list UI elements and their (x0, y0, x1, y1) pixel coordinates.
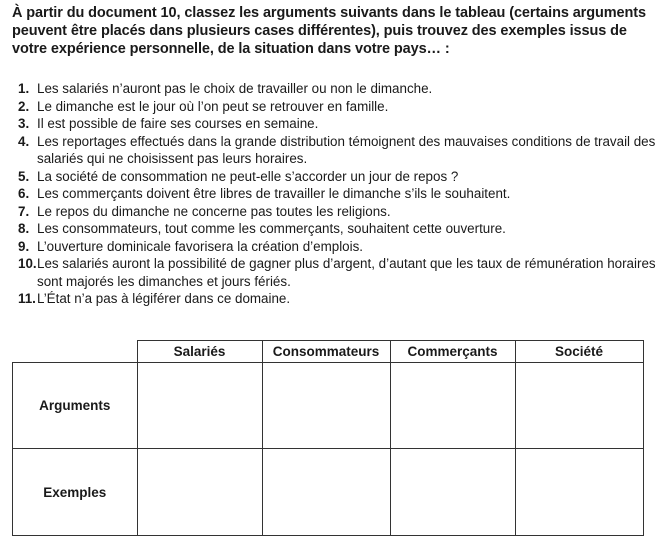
row-header-exemples: Exemples (13, 449, 138, 536)
list-item (18, 220, 658, 238)
instructions: À partir du document 10, classez les arguments suivants dans le tableau (certains arguments peuvent être placés dans plusieurs cases différentes), puis trouvez des exemples issus de votre expérience personnelle, de la situation dans votre pays… : (12, 5, 646, 57)
list-item (18, 98, 658, 116)
list-item (18, 133, 658, 168)
item-text: Les salariés n’auront pas le choix de travailler ou non le dimanche. (37, 81, 433, 96)
item-text: Les consommateurs, tout comme les commerçants, souhaitent cette ouverture. (37, 221, 506, 236)
table-row (13, 363, 644, 449)
item-text: Les commerçants doivent être libres de travailler le dimanche s’ils le souhaitent. (37, 186, 511, 201)
item-text: Le dimanche est le jour où l’on peut se retrouver en famille. (37, 98, 389, 114)
table-cell (262, 449, 390, 536)
table-header-row (13, 341, 644, 363)
table-cell (515, 363, 643, 449)
list-item (18, 290, 658, 308)
table-cell (137, 449, 262, 536)
list-item (18, 238, 658, 256)
item-number: 7. (18, 203, 30, 219)
list-item (18, 115, 658, 133)
item-text: La société de consommation ne peut-elle s’accorder un jour de repos ? (37, 168, 459, 184)
list-item (18, 255, 658, 290)
item-text: Le repos du dimanche ne concerne pas toutes les religions. (37, 203, 391, 219)
item-number: 3. (18, 116, 30, 131)
item-text: Les reportages effectués dans la grande distribution témoignent des mauvaises conditions de travail des salariés qui ne choisissent pas leurs horaires. (37, 133, 656, 166)
table-cell (262, 363, 390, 449)
item-number: 6. (18, 186, 30, 201)
item-text: Il est possible de faire ses courses en semaine. (37, 116, 319, 131)
column-header-societe: Société (515, 341, 643, 363)
item-text: L’ouverture dominicale favorisera la création d’emplois. (37, 238, 364, 254)
table-cell (390, 363, 515, 449)
item-number: 10. (18, 256, 37, 271)
list-item (18, 80, 658, 98)
list-item (18, 203, 658, 221)
item-number: 4. (18, 133, 30, 149)
table-corner-cell (13, 341, 138, 363)
table-cell (137, 363, 262, 449)
item-text: L’État n’a pas à légiférer dans ce domaine. (37, 291, 291, 306)
table-row (13, 449, 644, 536)
classification-table (12, 340, 644, 536)
column-header-commercants: Commerçants (390, 341, 515, 363)
table-cell (515, 449, 643, 536)
table-cell (390, 449, 515, 536)
item-number: 8. (18, 221, 30, 236)
row-header-arguments: Arguments (13, 363, 138, 449)
item-text: Les salariés auront la possibilité de gagner plus d’argent, d’autant que les taux de rémunération horaires sont majorés les dimanches et jours fériés. (37, 256, 656, 289)
item-number: 11. (18, 291, 36, 306)
item-number: 1. (18, 81, 30, 96)
list-item (18, 185, 658, 203)
item-number: 2. (18, 98, 30, 114)
arguments-list (18, 80, 658, 308)
item-number: 5. (18, 168, 30, 184)
item-number: 9. (18, 238, 30, 254)
list-item (18, 168, 658, 186)
column-header-salaries: Salariés (137, 341, 262, 363)
column-header-consommateurs: Consommateurs (262, 341, 390, 363)
